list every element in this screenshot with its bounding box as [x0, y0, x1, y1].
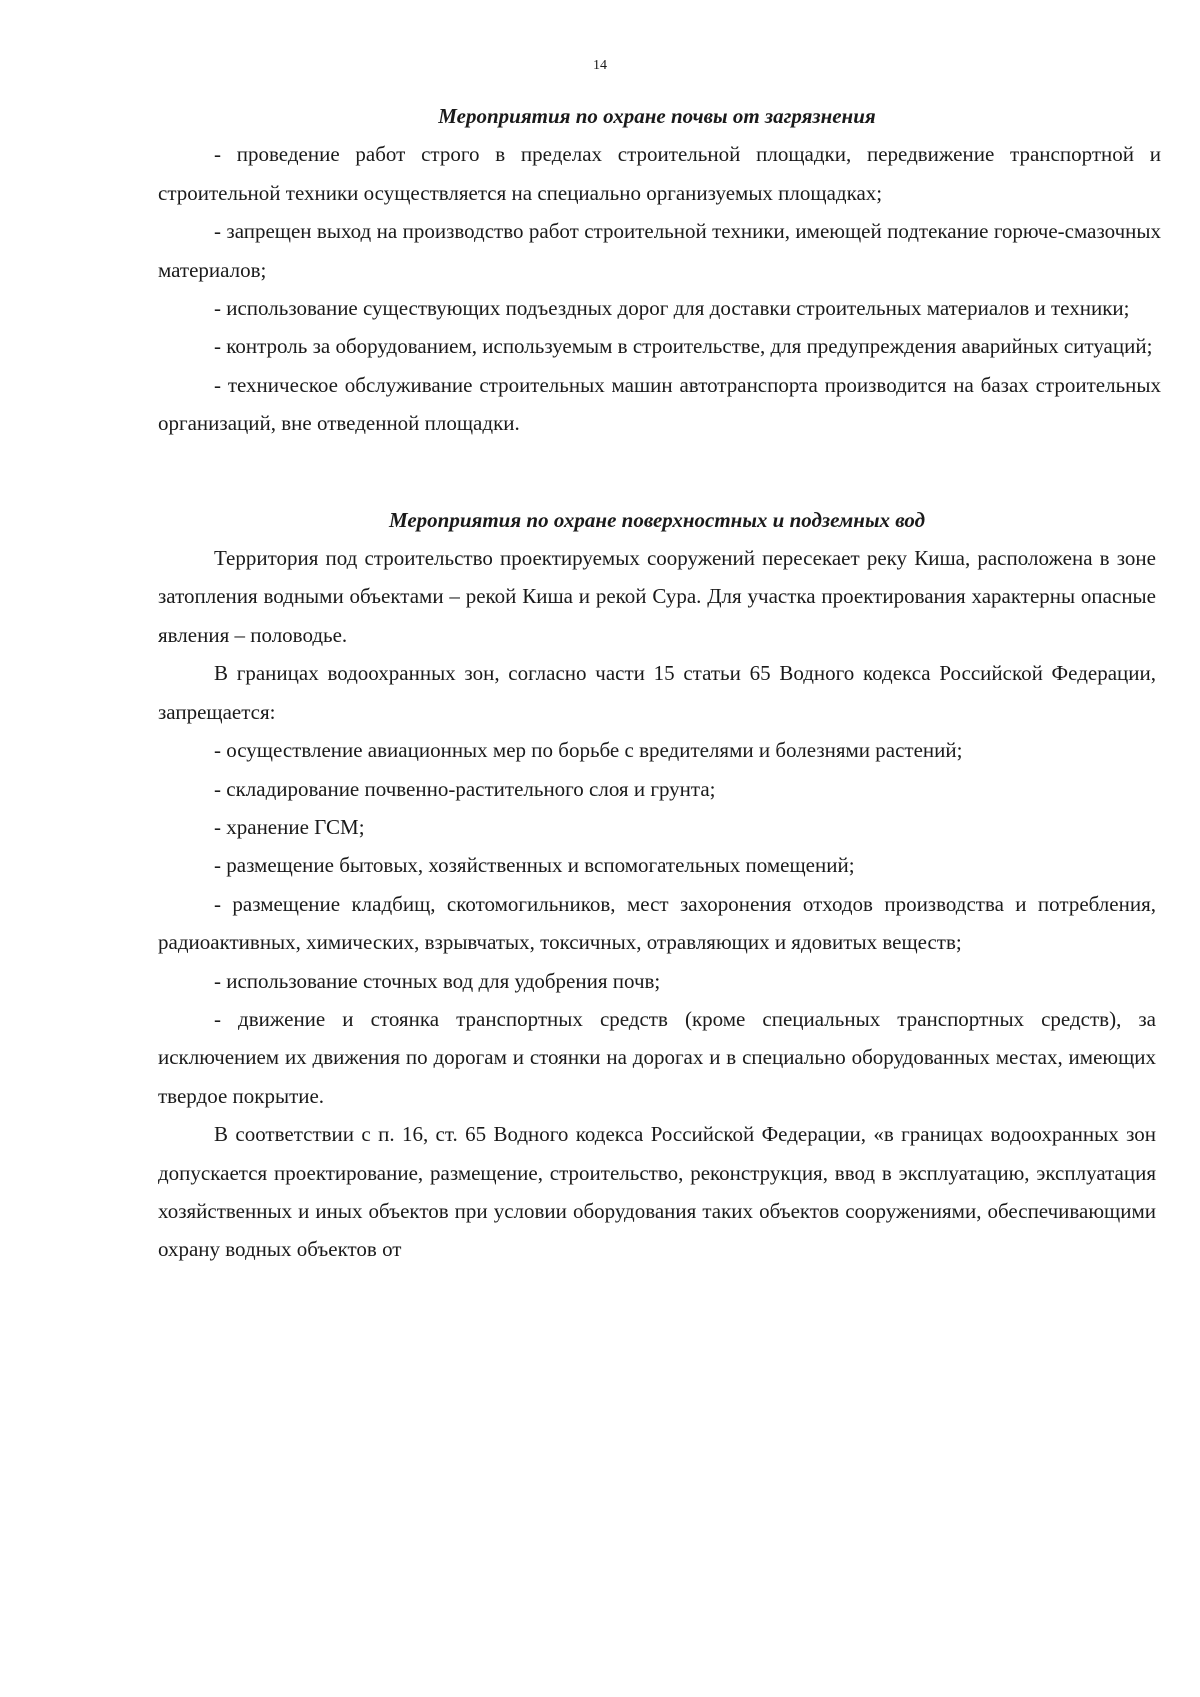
paragraph: - движение и стоянка транспортных средств (кроме специальных транспортных средств), за исключением их движения по дорогам и стоянки на дорогах и в специально оборудованных местах, имеющих твердое покрытие.	[158, 1006, 1156, 1108]
paragraph: - размещение бытовых, хозяйственных и вспомогательных помещений;	[214, 853, 855, 878]
paragraph: - хранение ГСМ;	[214, 814, 365, 839]
paragraph: В границах водоохранных зон, согласно части 15 статьи 65 Водного кодекса Российской Федерации, запрещается:	[158, 661, 1156, 724]
section-water-body	[158, 539, 1156, 1269]
paragraph: - проведение работ строго в пределах строительной площадки, передвижение транспортной и строительной техники осуществляется на специально организуемых площадках;	[158, 142, 1161, 205]
paragraph: - использование сточных вод для удобрения почв;	[214, 968, 661, 993]
paragraph: - складирование почвенно-растительного слоя и грунта;	[214, 776, 716, 801]
paragraph: - осуществление авиационных мер по борьбе с вредителями и болезнями растений;	[214, 738, 963, 763]
paragraph: - запрещен выход на производство работ строительной техники, имеющей подтекание горюче-смазочных материалов;	[158, 219, 1161, 282]
paragraph: - использование существующих подъездных дорог для доставки строительных материалов и техники;	[214, 296, 1130, 321]
section-title-water: Мероприятия по охране поверхностных и подземных вод	[388, 507, 926, 532]
page-number: 14	[593, 58, 607, 73]
paragraph: - контроль за оборудованием, используемым в строительстве, для предупреждения аварийных ситуаций;	[214, 334, 1153, 359]
paragraph: Территория под строительство проектируемых сооружений пересекает реку Киша, расположена в зоне затопления водными объектами – рекой Киша и рекой Сура. Для участка проектирования характерны опасные явления – половодье.	[158, 546, 1156, 647]
section-spacer	[158, 443, 1156, 501]
section-soil-body	[158, 135, 1161, 442]
document-body	[158, 97, 1161, 1269]
paragraph: В соответствии с п. 16, ст. 65 Водного кодекса Российской Федерации, «в границах водоохранных зон допускается проектирование, размещение, строительство, реконструкция, ввод в эксплуатацию, эксплуатация хозяйственных и иных объектов при условии оборудования таких объектов сооружениями, обеспечивающими охрану водных объектов от	[158, 1122, 1156, 1262]
paragraph: - размещение кладбищ, скотомогильников, мест захоронения отходов производства и потребления, радиоактивных, химических, взрывчатых, токсичных, отравляющих и ядовитых веществ;	[158, 891, 1156, 955]
paragraph: - техническое обслуживание строительных машин автотранспорта производится на базах строительных организаций, вне отведенной площадки.	[158, 372, 1161, 436]
section-title-soil: Мероприятия по охране почвы от загрязнения	[438, 104, 876, 128]
